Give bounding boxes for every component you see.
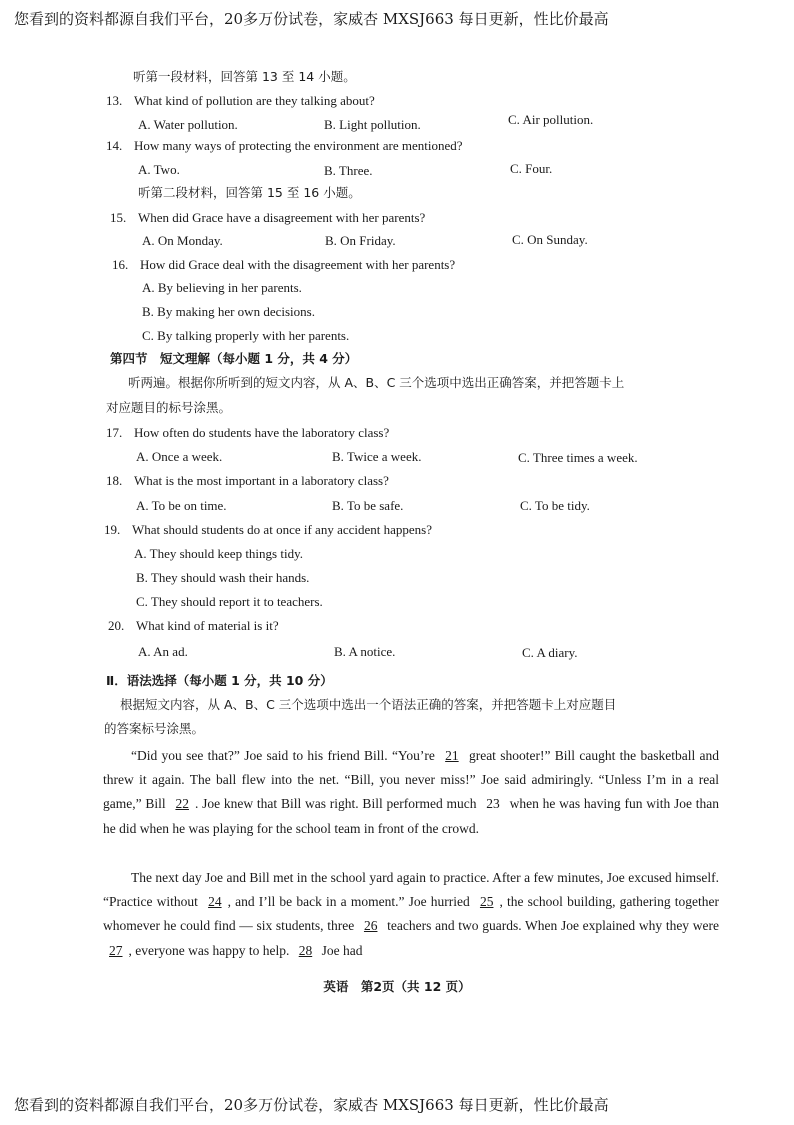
question-text: What kind of material is it?	[136, 618, 279, 633]
blank-21: 21	[445, 748, 459, 763]
q18-option-b: B. To be safe.	[332, 498, 404, 513]
q15-option-a: A. On Monday.	[142, 233, 223, 248]
q15-option-c: C. On Sunday.	[512, 232, 588, 247]
q14-option-c: C. Four.	[510, 161, 553, 176]
question-13	[106, 93, 375, 109]
blank-23: 23	[486, 796, 500, 812]
q18-option-c: C. To be tidy.	[520, 498, 590, 513]
question-number: 16.	[112, 257, 129, 272]
q19-option-c: C. They should report it to teachers.	[136, 594, 323, 609]
part-2-title: Ⅱ．语法选择（每小题 1 分，共 10 分）	[106, 673, 333, 688]
q15-option-b: B. On Friday.	[325, 233, 396, 248]
question-16	[112, 257, 455, 273]
q13-option-a: A. Water pollution.	[138, 117, 238, 132]
blank-22: 22	[175, 796, 189, 812]
question-number: 14.	[106, 138, 123, 153]
q16-option-a: A. By believing in her parents.	[142, 280, 302, 295]
q18-option-a: A. To be on time.	[136, 498, 227, 513]
section-3-part1-intro: 听第一段材料，回答第 13 至 14 小题。	[133, 69, 356, 84]
question-text: When did Grace have a disagreement with her parents?	[138, 210, 426, 225]
q17-option-c: C. Three times a week.	[518, 450, 638, 465]
blank-27: 27	[109, 942, 123, 958]
q17-option-b: B. Twice a week.	[332, 449, 422, 464]
q16-option-c: C. By talking properly with her parents.	[142, 328, 350, 343]
q20-option-b: B. A notice.	[334, 644, 396, 659]
question-text: How many ways of protecting the environment are mentioned?	[134, 138, 463, 153]
passage-text: “Did you see that?” Joe said to his friend Bill. “You’re	[131, 748, 435, 763]
blank-24: 24	[208, 894, 222, 910]
blank-26: 26	[363, 918, 378, 934]
question-text: How often do students have the laboratory class?	[134, 425, 390, 440]
q19-option-b: B. They should wash their hands.	[136, 570, 310, 585]
question-text: What should students do at once if any accident happens?	[132, 522, 432, 537]
passage-text: , everyone was happy to help.	[128, 942, 290, 958]
q19-option-a: A. They should keep things tidy.	[134, 546, 303, 561]
promo-banner-top: 您看到的资料都源自我们平台，20多万份试卷，家威杏 MXSJ663 每日更新，性比价最高	[14, 10, 609, 28]
passage-text: , the school building, gathering together whomever he could find — six students, three	[103, 894, 720, 934]
q20-option-a: A. An ad.	[138, 644, 188, 659]
question-number: 20.	[108, 618, 125, 633]
q16-option-b: B. By making her own decisions.	[142, 304, 315, 319]
section-4-title: 第四节 短文理解（每小题 1 分，共 4 分）	[110, 351, 358, 366]
passage-paragraph-2	[103, 866, 719, 963]
question-text: How did Grace deal with the disagreement with her parents?	[140, 257, 456, 272]
part-2-instructions-line2: 的答案标号涂黑。	[104, 721, 205, 736]
passage-paragraph-1	[103, 744, 719, 841]
promo-banner-bottom: 您看到的资料都源自我们平台，20多万份试卷，家威杏 MXSJ663 每日更新，性比价最高	[14, 1096, 609, 1114]
section-3-part2-intro: 听第二段材料，回答第 15 至 16 小题。	[138, 185, 361, 200]
q13-option-b: B. Light pollution.	[324, 117, 421, 132]
q14-option-a: A. Two.	[138, 162, 180, 177]
question-19	[104, 522, 432, 538]
question-14	[106, 138, 463, 154]
q17-option-a: A. Once a week.	[136, 449, 223, 464]
question-text: What kind of pollution are they talking about?	[134, 93, 375, 108]
question-number: 17.	[106, 425, 123, 440]
question-20	[108, 618, 279, 634]
passage-text: Joe had	[321, 942, 363, 958]
question-number: 19.	[104, 522, 121, 537]
blank-25: 25	[479, 894, 494, 910]
question-18	[106, 473, 389, 489]
section-4-instructions-line1: 听两遍。根据你所听到的短文内容，从 A、B、C 三个选项中选出正确答案，并把答题卡上	[128, 375, 625, 390]
passage-text: The next day Joe and Bill met in the school yard again to practice. After a few minutes, Joe excused himself. “Practice without	[103, 870, 719, 910]
section-4-instructions-line2: 对应题目的标号涂黑。	[106, 400, 232, 415]
passage-text: , and I’ll be back in a moment.” Joe hurried	[227, 894, 470, 910]
question-number: 18.	[106, 473, 123, 488]
page-footer: 英语 第2页（共 12 页）	[323, 979, 471, 994]
question-number: 15.	[110, 210, 127, 225]
question-number: 13.	[106, 93, 123, 108]
passage-text: great shooter!” Bill caught the basketball and threw it again. The ball flew into the net. “Bill, you never miss!” Joe said admiringly. “Unless I’m in a real game,” Bill	[103, 748, 719, 812]
passage-text: teachers and two guards. When Joe explained why they were	[387, 918, 719, 934]
question-text: What is the most important in a laboratory class?	[134, 473, 389, 488]
question-15	[110, 210, 425, 226]
q13-option-c: C. Air pollution.	[508, 112, 594, 127]
question-17	[106, 425, 389, 441]
part-2-instructions-line1: 根据短文内容，从 A、B、C 三个选项中选出一个语法正确的答案，并把答题卡上对应题目	[120, 697, 617, 712]
q14-option-b: B. Three.	[324, 163, 373, 178]
q20-option-c: C. A diary.	[522, 645, 578, 660]
blank-28: 28	[298, 942, 313, 958]
passage-text: when he was having fun with Joe than he did when he was playing for the school team in front of the crowd.	[103, 796, 720, 836]
passage-text: . Joe knew that Bill was right. Bill performed much	[194, 796, 477, 812]
